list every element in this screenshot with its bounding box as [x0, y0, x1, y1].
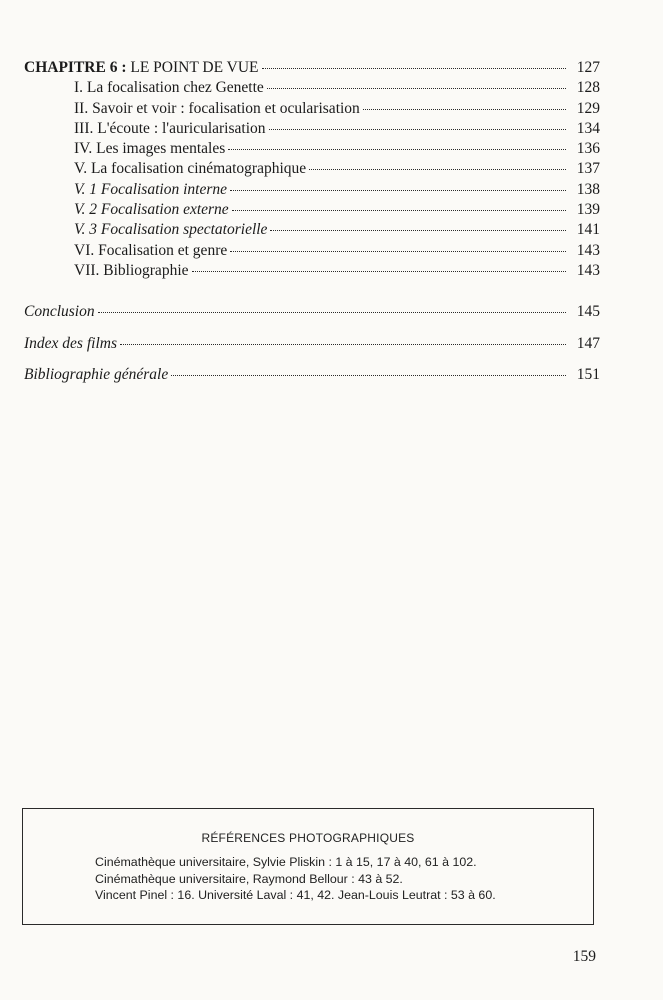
toc-page-number: 143	[576, 261, 600, 279]
dot-leader	[309, 169, 566, 170]
toc-entry	[24, 99, 600, 119]
toc-entry-label: V. 3 Focalisation spectatorielle	[74, 221, 268, 239]
toc-entry-label: Index des films	[24, 334, 117, 352]
toc-entry-label: VI. Focalisation et genre	[74, 241, 228, 259]
toc-page-number: 141	[576, 221, 600, 239]
toc-entry-label: Conclusion	[24, 303, 95, 321]
toc-entry	[24, 200, 600, 220]
toc-chapter-name: LE POINT DE VUE	[126, 59, 259, 76]
toc-chapter-row	[24, 58, 600, 78]
toc-entry-label: I. La focalisation chez Genette	[74, 79, 264, 97]
dot-leader	[232, 210, 566, 211]
toc-page-number: 151	[576, 365, 600, 383]
photo-reference-line: Cinémathèque universitaire, Sylvie Pliskin : 1 à 15, 17 à 40, 61 à 102.	[95, 855, 477, 869]
toc-entry	[24, 241, 600, 261]
dot-leader	[228, 149, 566, 150]
toc-entry	[24, 261, 600, 281]
toc-back-matter-entry	[24, 334, 600, 354]
dot-leader	[267, 88, 566, 89]
toc-back-matter-entry	[24, 365, 600, 385]
toc-entry	[24, 220, 600, 240]
dot-leader	[270, 230, 566, 231]
page-number: 159	[572, 948, 596, 965]
toc-entry-label: V. 1 Focalisation interne	[74, 180, 227, 198]
toc-chapter-number: CHAPITRE 6 :	[24, 59, 127, 76]
toc-chapter-title	[24, 58, 259, 78]
dot-leader	[262, 68, 566, 69]
dot-leader	[192, 271, 566, 272]
toc-entry-label: VII. Bibliographie	[74, 261, 189, 279]
toc-entry-label: IV. Les images mentales	[74, 140, 226, 158]
toc-entry	[24, 139, 600, 159]
dot-leader	[120, 344, 566, 345]
dot-leader	[98, 312, 566, 313]
toc-entry	[24, 78, 600, 98]
toc-page-number: 147	[576, 334, 600, 352]
dot-leader	[230, 251, 566, 252]
photo-references-list	[95, 854, 496, 904]
photo-references-title: RÉFÉRENCES PHOTOGRAPHIQUES	[201, 831, 415, 845]
photo-references-box	[22, 808, 594, 925]
toc-page-number: 136	[576, 140, 600, 158]
toc-entry-label: V. 2 Focalisation externe	[74, 201, 229, 219]
toc-entry-label: III. L'écoute : l'auricularisation	[74, 119, 266, 137]
toc-entry-label: Bibliographie générale	[24, 365, 169, 383]
toc-page-number: 145	[576, 303, 600, 321]
toc-entry	[24, 180, 600, 200]
toc-entry-label: V. La focalisation cinématographique	[74, 160, 307, 178]
toc-entry-label: II. Savoir et voir : focalisation et ocularisation	[74, 99, 360, 117]
toc-page-number: 127	[576, 59, 600, 76]
table-of-contents	[24, 58, 600, 385]
toc-entry	[24, 159, 600, 179]
toc-page-number: 128	[576, 79, 600, 97]
toc-page-number: 129	[576, 99, 600, 117]
dot-leader	[230, 190, 566, 191]
toc-page-number: 137	[576, 160, 600, 178]
photo-reference-line: Vincent Pinel : 16. Université Laval : 41, 42. Jean-Louis Leutrat : 53 à 60.	[95, 888, 496, 902]
toc-back-matter-entry	[24, 302, 600, 322]
toc-page-number: 143	[576, 241, 600, 259]
dot-leader	[171, 375, 566, 376]
dot-leader	[269, 129, 566, 130]
toc-page-number: 134	[576, 119, 600, 137]
toc-page-number: 138	[576, 180, 600, 198]
toc-page-number: 139	[576, 201, 600, 219]
dot-leader	[363, 109, 566, 110]
toc-entry	[24, 119, 600, 139]
photo-reference-line: Cinémathèque universitaire, Raymond Bellour : 43 à 52.	[95, 871, 403, 886]
